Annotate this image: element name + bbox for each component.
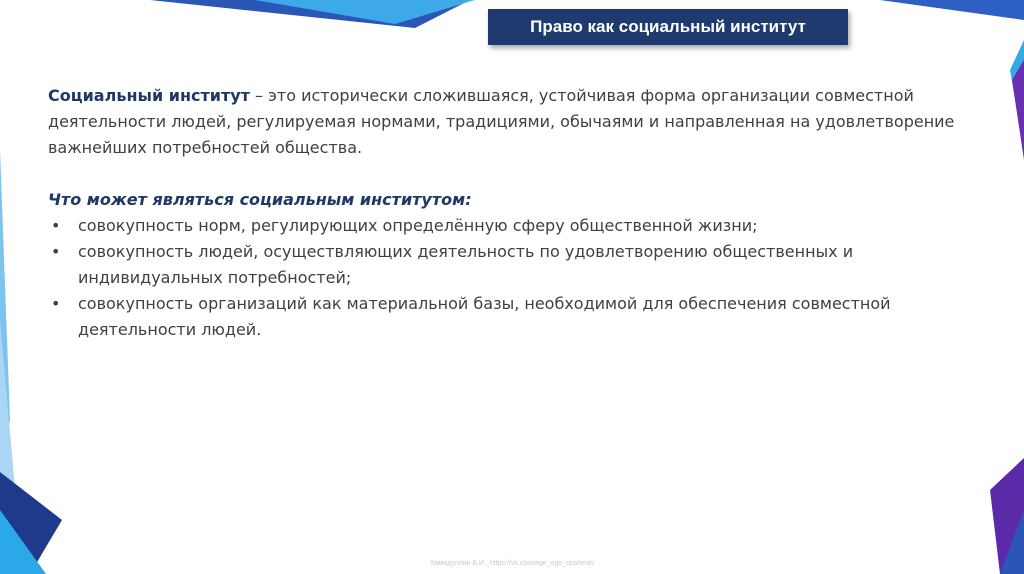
definition-term: Социальный институт	[48, 86, 250, 105]
footer-credit: Хамидуллин Б.И._https://vk.com/ege_oge_obshestv	[429, 560, 595, 567]
deco-top-right-shape	[880, 0, 1024, 20]
definition-paragraph	[48, 83, 978, 161]
definition-text: – это исторически сложившаяся, устойчивая форма организации совместной деятельности людей, регулируемая нормами, традициями, обычаями и направленная на удовлетворение важнейших потребностей общества.	[48, 86, 955, 157]
slide-title-box	[488, 9, 848, 45]
bullet-item: • совокупность людей, осуществляющих деятельность по удовлетворению общественных и индивидуальных потребностей;	[48, 239, 978, 291]
slide-content	[48, 83, 978, 343]
question-heading: Что может являться социальным институтом:	[48, 190, 472, 209]
bullet-list	[48, 213, 978, 343]
slide-title: Право как социальный институт	[530, 17, 806, 36]
bullet-item: • совокупность организаций как материальной базы, необходимой для обеспечения совместной деятельности людей.	[48, 291, 978, 343]
bullet-item: • совокупность норм, регулирующих определённую сферу общественной жизни;	[48, 213, 978, 239]
